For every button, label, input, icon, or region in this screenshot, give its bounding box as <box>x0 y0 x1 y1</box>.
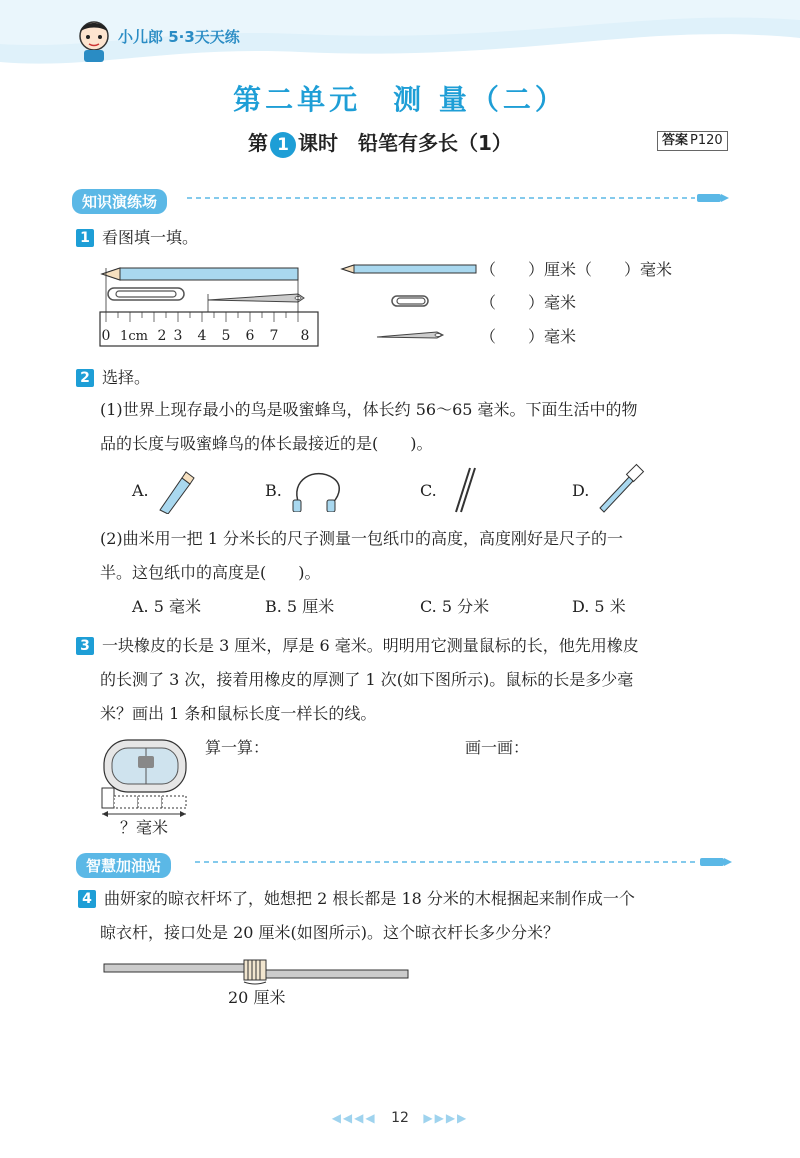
ruler-label: 3 <box>173 328 183 344</box>
answer-reference <box>657 131 728 151</box>
q1-answer-line-2: （ ）毫米 <box>480 293 577 312</box>
ruler-figure <box>98 258 323 350</box>
clothes-pole-figure <box>100 956 412 986</box>
toothbrush-icon <box>594 462 646 514</box>
section-tag-practice: 知识演练场 <box>72 189 167 214</box>
q2-sub2-line2: 半。这包纸巾的高度是( )。 <box>100 563 321 582</box>
left-arrows-icon: ◀◀◀◀ <box>331 1111 377 1125</box>
question-number-4: 4 <box>78 890 96 908</box>
mascot-icon <box>74 18 114 64</box>
paper-clip-icon <box>390 294 430 308</box>
q2-sub1-option-a: A. <box>132 481 149 500</box>
answer-label: 答案 <box>662 133 689 148</box>
q2-sub2-option-d: D. 5 米 <box>572 597 626 616</box>
glue-stick-icon <box>152 470 196 514</box>
ruler-label: 5 <box>221 328 231 344</box>
q2-sub2-option-b: B. 5 厘米 <box>265 597 335 616</box>
q2-sub1-line2: 品的长度与吸蜜蜂鸟的体长最接近的是( )。 <box>100 434 433 453</box>
jump-rope-icon <box>285 470 345 512</box>
ruler-label: 0 <box>101 328 111 344</box>
question-number-3: 3 <box>76 637 94 655</box>
q1-prompt: 看图填一填。 <box>102 228 199 247</box>
q2-sub1-option-b: B. <box>265 481 282 500</box>
page-footer <box>0 1110 800 1126</box>
ruler-label: 4 <box>197 328 207 344</box>
q3-line2: 的长测了 3 次，接着用橡皮的厚测了 1 次(如下图所示)。鼠标的长是多少毫 <box>100 670 634 689</box>
brand-logo-text: 小儿郎 5·3天天练 <box>118 28 240 46</box>
lesson-prefix: 第 <box>248 131 268 155</box>
ruler-label: 2 <box>157 328 167 344</box>
q4-line2: 晾衣杆，接口处是 20 厘米(如图所示)。这个晾衣杆长多少分米？ <box>100 923 560 942</box>
lesson-title <box>248 127 512 158</box>
ruler-label: 8 <box>300 328 310 344</box>
joint-length-label: 20 厘米 <box>228 988 286 1007</box>
ruler-label: 6 <box>245 328 255 344</box>
ruler-label: 1cm <box>120 329 148 344</box>
needle-icon <box>375 328 445 342</box>
q2-sub2-option-c: C. 5 分米 <box>420 597 490 616</box>
q2-sub2-option-a: A. 5 毫米 <box>132 597 201 616</box>
section-divider <box>193 854 733 870</box>
q2-sub2-line1: (2)曲米用一把 1 分米长的尺子测量一包纸巾的高度，高度刚好是尺子的一 <box>100 529 624 548</box>
draw-label: 画一画： <box>465 738 530 757</box>
q3-line3: 米？画出 1 条和鼠标长度一样长的线。 <box>100 704 377 723</box>
right-arrows-icon: ▶▶▶▶ <box>423 1111 469 1125</box>
question-number-1: 1 <box>76 229 94 247</box>
q1-answer-line-3: （ ）毫米 <box>480 327 577 346</box>
pencil-icon <box>340 262 478 276</box>
calc-label: 算一算： <box>205 738 270 757</box>
mouse-length-caption: ？毫米 <box>120 818 169 837</box>
answer-page: P120 <box>690 133 723 148</box>
mouse-figure <box>98 734 193 820</box>
q1-answer-line-1: （ ）厘米（ ）毫米 <box>480 260 673 279</box>
lesson-number-badge: 1 <box>270 132 296 158</box>
q2-sub1-line1: (1)世界上现存最小的鸟是吸蜜蜂鸟，体长约 56～65 毫米。下面生活中的物 <box>100 400 638 419</box>
question-number-2: 2 <box>76 369 94 387</box>
q2-sub1-option-c: C. <box>420 481 437 500</box>
chopsticks-icon <box>448 466 478 514</box>
q2-sub1-option-d: D. <box>572 481 590 500</box>
ruler-label: 7 <box>269 328 279 344</box>
lesson-suffix: 课时 铅笔有多长（1） <box>298 131 512 155</box>
q3-line1: 一块橡皮的长是 3 厘米，厚是 6 毫米。明明用它测量鼠标的长，他先用橡皮 <box>102 636 639 655</box>
section-tag-challenge: 智慧加油站 <box>76 853 171 878</box>
q4-line1: 曲妍家的晾衣杆坏了，她想把 2 根长都是 18 分米的木棍捆起来制作成一个 <box>104 889 635 908</box>
q2-prompt: 选择。 <box>102 368 151 387</box>
section-divider <box>185 190 730 206</box>
unit-title: 第二单元 测 量（二） <box>233 83 567 116</box>
page-number: 12 <box>391 1110 409 1126</box>
